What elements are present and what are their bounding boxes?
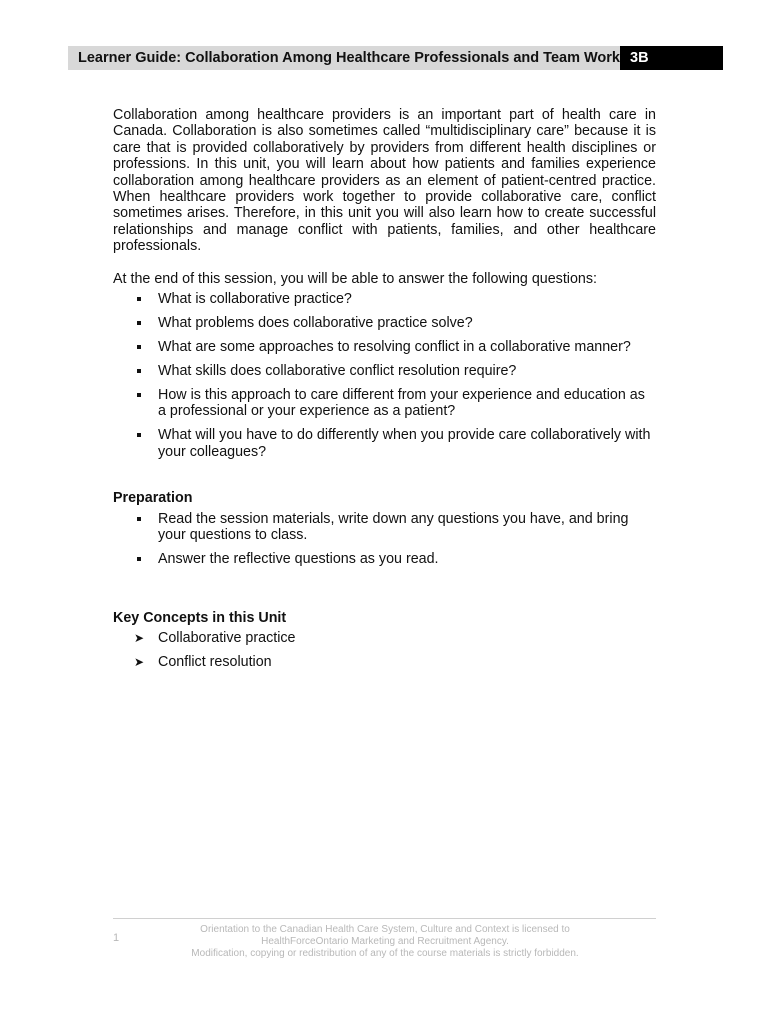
key-concepts-list <box>113 630 656 670</box>
header-unit-code: 3B <box>620 46 723 70</box>
preparation-list <box>113 511 656 568</box>
list-item: What are some approaches to resolving conflict in a collaborative manner? <box>113 339 656 355</box>
square-bullet-icon <box>137 393 141 397</box>
list-item: ➤ Collaborative practice <box>134 629 296 646</box>
list-item: Read the session materials, write down any questions you have, and bring your questions to class. <box>113 511 656 544</box>
list-item: What will you have to do differently when you provide care collaboratively with your colleagues? <box>113 427 656 460</box>
list-item: ➤ Conflict resolution <box>134 653 272 670</box>
list-item: What problems does collaborative practice solve? <box>113 315 656 331</box>
list-item: How is this approach to care different from your experience and education as a professional or your experience as a patient? <box>113 387 656 420</box>
list-item: What is collaborative practice? <box>113 291 656 307</box>
list-item: What skills does collaborative conflict resolution require? <box>113 363 656 379</box>
square-bullet-icon <box>137 297 141 301</box>
footer-line: Orientation to the Canadian Health Care System, Culture and Context is licensed to <box>200 924 570 935</box>
footer-line: HealthForceOntario Marketing and Recruitment Agency. <box>261 936 509 947</box>
square-bullet-icon <box>137 321 141 325</box>
list-item: Answer the reflective questions as you read. <box>113 551 656 567</box>
header-title: Learner Guide: Collaboration Among Healthcare Professionals and Team Work <box>68 46 620 70</box>
intro-paragraph: Collaboration among healthcare providers is an important part of health care in Canada. Collaboration is also sometimes called “multidisciplinary care” because it is care that is provided collaboratively by providers from different health disciplines or professions. In this unit, you will learn about how patients and families experience collaboration among healthcare providers as an element of patient-centred practice. When healthcare providers work together to provide collaborative care, conflict sometimes arises. Therefore, in this unit you will also learn how to create successful relationships and manage conflict with patients, families, and other healthcare professionals. <box>113 107 656 255</box>
arrowhead-bullet-icon: ➤ <box>134 654 145 669</box>
square-bullet-icon <box>137 369 141 373</box>
footer-license <box>170 924 600 960</box>
footer-line: Modification, copying or redistribution of any of the course materials is strictly forbidden. <box>191 948 579 959</box>
questions-list <box>113 291 656 460</box>
questions-lead: At the end of this session, you will be able to answer the following questions: <box>113 270 597 287</box>
key-concepts-heading: Key Concepts in this Unit <box>113 609 287 626</box>
square-bullet-icon <box>137 345 141 349</box>
square-bullet-icon <box>137 433 141 437</box>
square-bullet-icon <box>137 517 141 521</box>
page-header <box>68 46 723 70</box>
arrowhead-bullet-icon: ➤ <box>134 630 145 645</box>
page-number: 1 <box>113 932 120 944</box>
footer-divider <box>113 918 656 919</box>
preparation-heading: Preparation <box>113 490 193 507</box>
square-bullet-icon <box>137 557 141 561</box>
document-body <box>113 107 656 678</box>
